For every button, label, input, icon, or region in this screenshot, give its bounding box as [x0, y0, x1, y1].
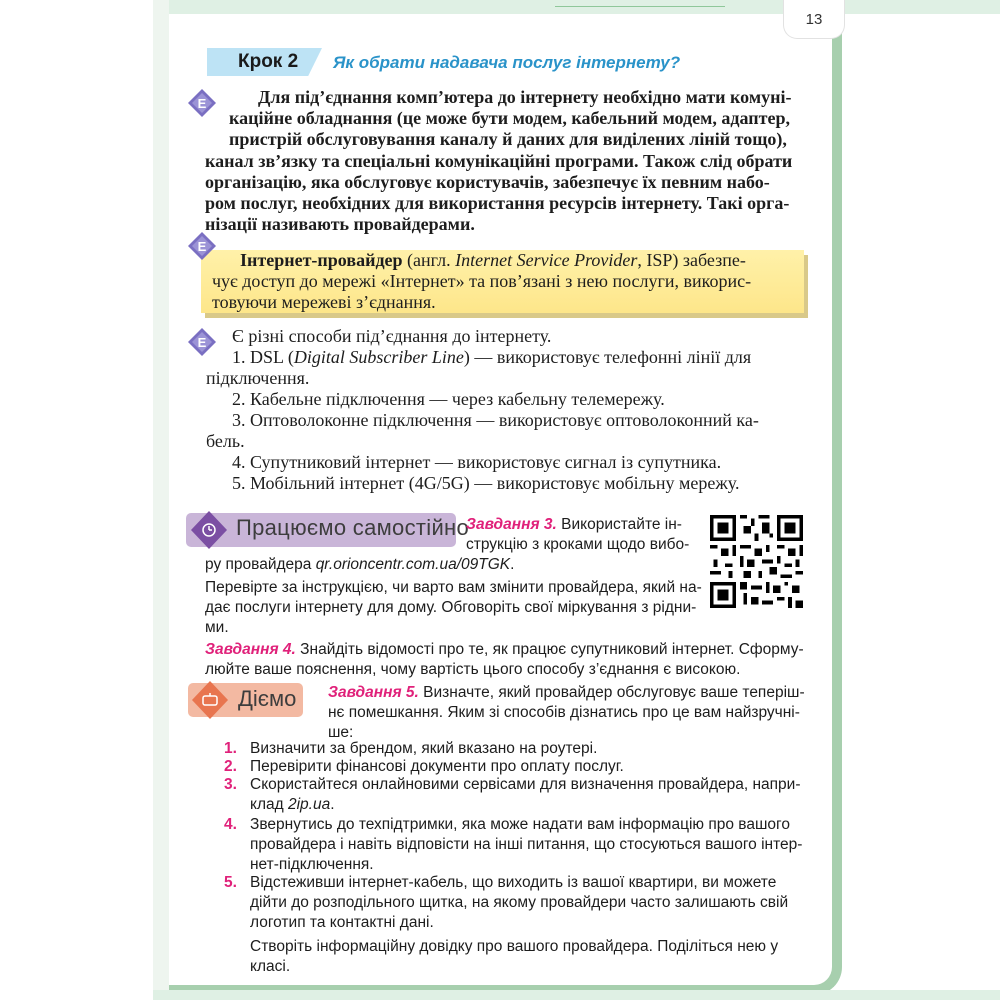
method-text: 1. DSL (	[232, 347, 294, 367]
task-3-text: .	[510, 556, 515, 573]
method-4: 4. Супутниковий інтернет — використовує сигнал із супутника.	[232, 452, 722, 472]
task-3-line-2: струкцію з кроками щодо вибо-	[466, 536, 690, 553]
method-5: 5. Мобільний інтернет (4G/5G) — використовує мобільну мережу.	[232, 473, 740, 493]
definition-line-1	[240, 250, 746, 271]
definition-text: , ISP) забезпе-	[637, 250, 746, 270]
definition-line-3: товуючи мережеві з’єднання.	[212, 292, 436, 312]
e-letter-icon	[187, 88, 217, 118]
method-english-term: Digital Subscriber Line	[293, 347, 464, 367]
intro-line-1: Для під’єднання комп’ютера до інтернету необхідно мати комуні-	[258, 87, 792, 107]
task-5-line-2: нє помешкання. Яким зі способів дізнатись про це вам найзручні-	[328, 704, 800, 721]
list-item-number: 5.	[224, 874, 237, 891]
page-left-strip	[153, 0, 169, 1000]
decorative-arrow-line	[555, 0, 725, 7]
list-item-4-cont: нет-підключення.	[250, 856, 374, 873]
e-letter: E	[197, 96, 207, 111]
task-3-text: ру провайдера	[205, 556, 316, 573]
intro-line-5: організацію, яка обслуговує користувачів, забезпечує їх певним набо-	[205, 172, 770, 192]
intro-line-6: ром послуг, необхідних для використання ресурсів інтернету. Такі орга-	[205, 193, 790, 213]
list-item-5: Відстеживши інтернет-кабель, що виходить із вашої квартири, ви можете	[250, 874, 777, 891]
task-4-text: Знайдіть відомості про те, як працює супутниковий інтернет. Сформу-	[295, 641, 804, 658]
list-item-5-cont: логотип та контактні дані.	[250, 914, 434, 931]
intro-line-3: пристрій обслуговування каналу й даних для виділених ліній тощо),	[229, 129, 787, 149]
task-3-text: Використайте ін-	[556, 516, 682, 533]
task-4-line-2: люйте ваше пояснення, чому вартість цього способу з’єднання є високою.	[205, 661, 741, 678]
method-3-cont: бель.	[206, 431, 245, 451]
task-3-line-5: дає послуги інтернету для дому. Обговоріть свої міркування з рідни-	[205, 599, 697, 616]
task-5-line-3: ше:	[328, 724, 354, 741]
task-5-text: Визначте, який провайдер обслуговує ваше теперіш-	[418, 684, 805, 701]
practice-banner-title: Працюємо самостійно	[236, 515, 470, 540]
methods-intro: Є різні способи під’єднання до інтернету.	[232, 326, 552, 346]
intro-line-7: нізації називають провайдерами.	[205, 214, 475, 234]
task-3-label: Завдання 3.	[466, 516, 557, 533]
list-item-4: Звернутись до техпідтримки, яка може надати вам інформацію про вашого	[250, 816, 790, 833]
e-letter: E	[197, 239, 207, 254]
task-5-label: Завдання 5.	[328, 684, 419, 701]
list-item-1: Визначити за брендом, який вказано на роутері.	[250, 740, 598, 757]
list-item-3-cont	[250, 795, 335, 815]
page-bottom-band	[153, 990, 1000, 1000]
page-number: 13	[783, 0, 845, 39]
task-3-line-1	[466, 515, 682, 535]
definition-term: Інтернет-провайдер	[240, 250, 403, 270]
task-5-line-1	[328, 683, 805, 703]
task-4-line-1	[205, 640, 804, 660]
step-label: Крок 2	[238, 51, 299, 72]
closing-line-2: класі.	[250, 958, 291, 975]
step-title: Як обрати надавача послуг інтернету?	[333, 53, 681, 72]
task-3-line-3	[205, 555, 514, 575]
definition-text: (англ.	[402, 250, 456, 270]
method-text: ) — використовує телефонні лінії для	[463, 347, 752, 367]
e-letter-icon	[187, 327, 217, 357]
task-3-line-4: Перевірте за інструкцією, чи варто вам змінити провайдера, який на-	[205, 579, 702, 596]
service-link[interactable]: 2ip.ua	[287, 796, 331, 813]
list-item-4-cont: провайдера і навіть відповісти на інші питання, що стосуються вашого інтер-	[250, 836, 803, 853]
closing-line-1: Створіть інформаційну довідку про вашого провайдера. Поділіться нею у	[250, 938, 779, 955]
e-letter-icon	[187, 231, 217, 261]
list-item-number: 2.	[224, 758, 237, 775]
list-item-3: Скористайтеся онлайновими сервісами для визначення провайдера, напри-	[250, 776, 801, 793]
clock-puzzle-icon	[189, 509, 229, 551]
task-3-link[interactable]: qr.orioncentr.com.ua/09TGK	[315, 556, 511, 573]
method-2: 2. Кабельне підключення — через кабельну телемережу.	[232, 389, 665, 409]
task-3-line-6: ми.	[205, 619, 229, 636]
list-item-text: клад	[250, 796, 288, 813]
definition-english-term: Internet Service Provider	[455, 250, 638, 270]
method-1	[232, 347, 751, 368]
list-item-2: Перевірити фінансові документи про оплату послуг.	[250, 758, 624, 775]
task-4-label: Завдання 4.	[205, 641, 296, 658]
method-3: 3. Оптоволоконне підключення — використовує оптоволоконний ка-	[232, 410, 759, 430]
qr-code[interactable]	[710, 515, 803, 608]
method-1-cont: підключення.	[206, 368, 310, 388]
e-letter: E	[197, 335, 207, 350]
list-item-number: 3.	[224, 776, 237, 793]
list-item-text: .	[330, 796, 335, 813]
list-item-number: 4.	[224, 816, 237, 833]
intro-line-4: канал зв’язку та спеціальні комунікаційні програми. Також слід обрати	[205, 151, 793, 171]
intro-line-2: каційне обладнання (це може бути модем, кабельний модем, адаптер,	[229, 108, 790, 128]
list-item-number: 1.	[224, 740, 237, 757]
hands-puzzle-icon	[190, 679, 230, 721]
definition-line-2: чує доступ до мережі «Інтернет» та пов’язані з нею послуги, викорис-	[212, 271, 752, 291]
act-banner-title: Діємо	[238, 686, 297, 711]
list-item-5-cont: дійти до розподільного щитка, на якому провайдери часто залишають свій	[250, 894, 789, 911]
